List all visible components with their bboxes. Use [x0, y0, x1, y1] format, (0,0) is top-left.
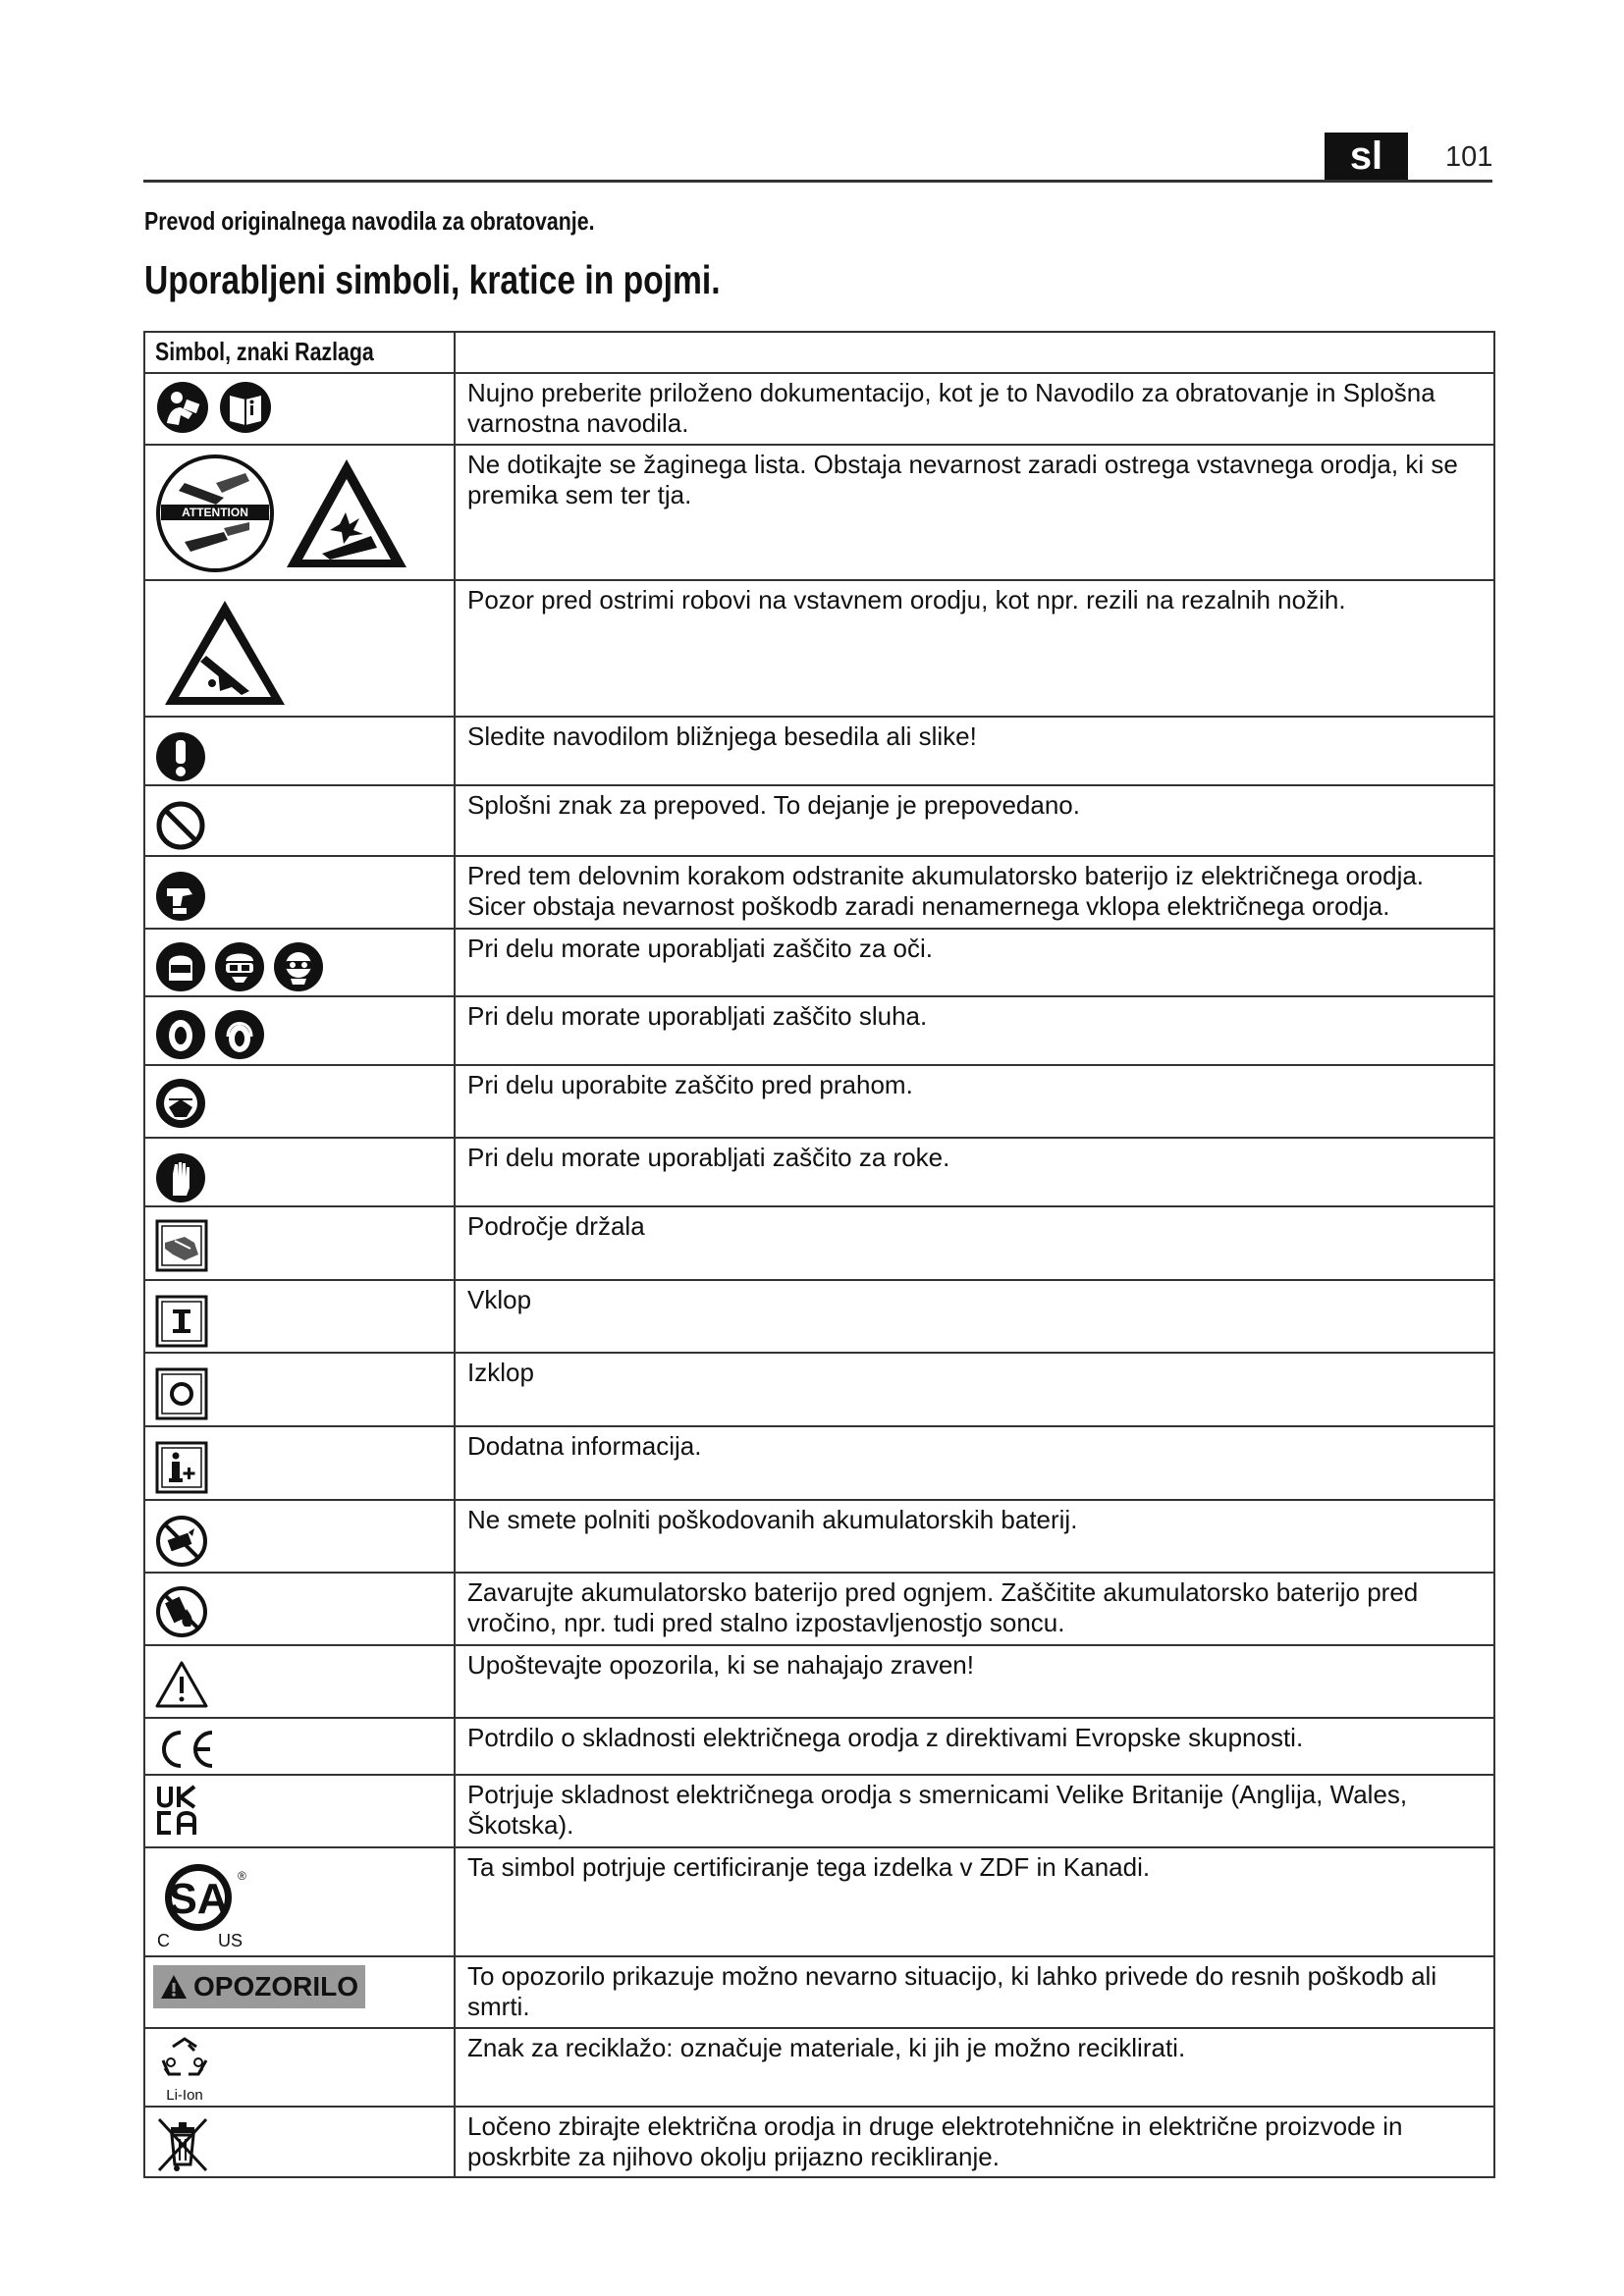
table-row [144, 373, 1494, 445]
warning-triangle-icon [155, 1660, 208, 1709]
warning-badge [153, 1965, 365, 2008]
safety-goggles-icon [214, 941, 265, 992]
row-description: Nujno preberite priloženo dokumentacijo, kot je to Navodilo za obratovanje in Splošna varnostna navodila. [455, 373, 1494, 445]
row-description: Potrdilo o skladnosti električnega orodja z direktivami Evropske skupnosti. [455, 1718, 1494, 1775]
row-description: Ne dotikajte se žaginega lista. Obstaja nevarnost zaradi ostrega vstavnega orodja, ki se premika sem ter tja. [455, 445, 1494, 580]
row-description: Ne smete polniti poškodovanih akumulatorskih baterij. [455, 1500, 1494, 1573]
row-description: Ta simbol potrjuje certificiranje tega izdelka v ZDF in Kanadi. [455, 1847, 1494, 1956]
page-title: Uporabljeni simboli, kratice in pojmi. [144, 257, 721, 302]
dust-mask-icon [155, 1078, 206, 1129]
row-description: Pri delu morate uporabljati zaščito za oči. [455, 929, 1494, 996]
svg-text:SA: SA [168, 1875, 229, 1923]
do-not-touch-blade-icon [155, 454, 275, 573]
header-empty-cell [455, 332, 1494, 373]
recycle-li-ion-icon [155, 2035, 214, 2104]
ce-mark-icon [155, 1729, 218, 1770]
row-description: Pri delu morate uporabljati zaščito sluha. [455, 996, 1494, 1065]
face-shield-icon [155, 941, 206, 992]
symbol-table [143, 331, 1495, 2178]
row-description: Dodatna informacija. [455, 1426, 1494, 1500]
additional-info-icon [155, 1441, 208, 1494]
row-description: Splošni znak za prepoved. To dejanje je prepovedano. [455, 785, 1494, 856]
no-fire-battery-icon [155, 1585, 208, 1638]
table-row [144, 785, 1494, 856]
table-row [144, 1645, 1494, 1718]
row-description: Izklop [455, 1353, 1494, 1426]
attention-label: ATTENTION [182, 506, 248, 519]
svg-text:®: ® [238, 1869, 246, 1883]
row-description: Znak za reciklažo: označuje materiale, ki jih je možno reciklirati. [455, 2028, 1494, 2107]
row-description: Področje držala [455, 1206, 1494, 1280]
header-cell [144, 332, 455, 373]
grip-area-icon [155, 1219, 208, 1272]
row-description: Zavarujte akumulatorsko baterijo pred ognjem. Zaščitite akumulatorsko baterijo pred vročino, npr. tudi pred stalno izpostavljenostjo soncu. [455, 1573, 1494, 1645]
row-description: Vklop [455, 1280, 1494, 1353]
table-row [144, 717, 1494, 785]
table-row [144, 856, 1494, 929]
table-row [144, 1353, 1494, 1426]
table-row [144, 1775, 1494, 1847]
language-tab: sl [1325, 133, 1408, 180]
table-row [144, 929, 1494, 996]
row-description: Potrjuje skladnost električnega orodja s smernicami Velike Britanije (Anglija, Wales, Škotska). [455, 1775, 1494, 1847]
table-row [144, 445, 1494, 580]
row-description: Ločeno zbirajte električna orodja in druge elektrotehnične in električne proizvode in poskrbite za njihovo okolju prijazno recikliranje. [455, 2107, 1494, 2177]
power-on-icon [155, 1295, 208, 1348]
blade-hazard-warning-icon [283, 454, 410, 573]
power-off-icon [155, 1367, 208, 1420]
mandatory-exclamation-icon [155, 731, 206, 782]
ear-muffs-icon [214, 1009, 265, 1060]
col-explanation-header: Razlaga [295, 337, 374, 366]
remove-battery-icon [155, 871, 206, 922]
table-row [144, 1065, 1494, 1138]
table-row [144, 1206, 1494, 1280]
row-description: Upoštevajte opozorila, ki se nahajajo zraven! [455, 1645, 1494, 1718]
warning-badge-triangle-icon [160, 1974, 188, 2000]
table-row [144, 1426, 1494, 1500]
document-subtitle: Prevod originalnega navodila za obratovanje. [144, 206, 595, 236]
ear-protection-icon [155, 1009, 206, 1060]
row-description: Pred tem delovnim korakom odstranite akumulatorsko baterijo iz električnega orodja. Sicer obstaja nevarnost poškodb zaradi nenamernega vklopa električnega orodja. [455, 856, 1494, 929]
read-manual-icon [155, 380, 210, 435]
table-row [144, 1573, 1494, 1645]
table-row [144, 1718, 1494, 1775]
row-description: To opozorilo prikazuje možno nevarno situacijo, ki lahko privede do resnih poškodb ali smrti. [455, 1956, 1494, 2028]
table-row [144, 1847, 1494, 1956]
table-row [144, 1138, 1494, 1206]
info-book-icon [218, 380, 273, 435]
crossed-bin-icon [155, 2113, 210, 2174]
prohibition-icon [155, 800, 206, 851]
col-symbol-header: Simbol, znaki [155, 337, 290, 366]
table-row [144, 2107, 1494, 2177]
table-row [144, 580, 1494, 717]
row-description: Pozor pred ostrimi robovi na vstavnem orodju, kot npr. rezili na rezalnih nožih. [455, 580, 1494, 717]
csa-country-label: C US [157, 1931, 244, 1950]
header-rule [143, 180, 1492, 183]
warning-badge-text: OPOZORILO [193, 1971, 358, 2002]
li-ion-label: Li-Ion [166, 2087, 203, 2104]
row-description: Sledite navodilom bližnjega besedila ali slike! [455, 717, 1494, 785]
table-row [144, 996, 1494, 1065]
table-row [144, 1956, 1494, 2028]
table-row [144, 1280, 1494, 1353]
csa-mark-icon [155, 1860, 273, 1950]
page-number: 101 [1445, 141, 1493, 173]
table-row [144, 2028, 1494, 2107]
row-description: Pri delu morate uporabljati zaščito za roke. [455, 1138, 1494, 1206]
gloves-icon [155, 1152, 206, 1203]
sharp-edges-warning-icon [161, 597, 289, 710]
ukca-mark-icon [155, 1784, 198, 1837]
table-header-row [144, 332, 1494, 373]
row-description: Pri delu uporabite zaščito pred prahom. [455, 1065, 1494, 1138]
eye-protection-icon [273, 941, 324, 992]
table-row [144, 1500, 1494, 1573]
no-charge-damaged-battery-icon [155, 1515, 208, 1568]
